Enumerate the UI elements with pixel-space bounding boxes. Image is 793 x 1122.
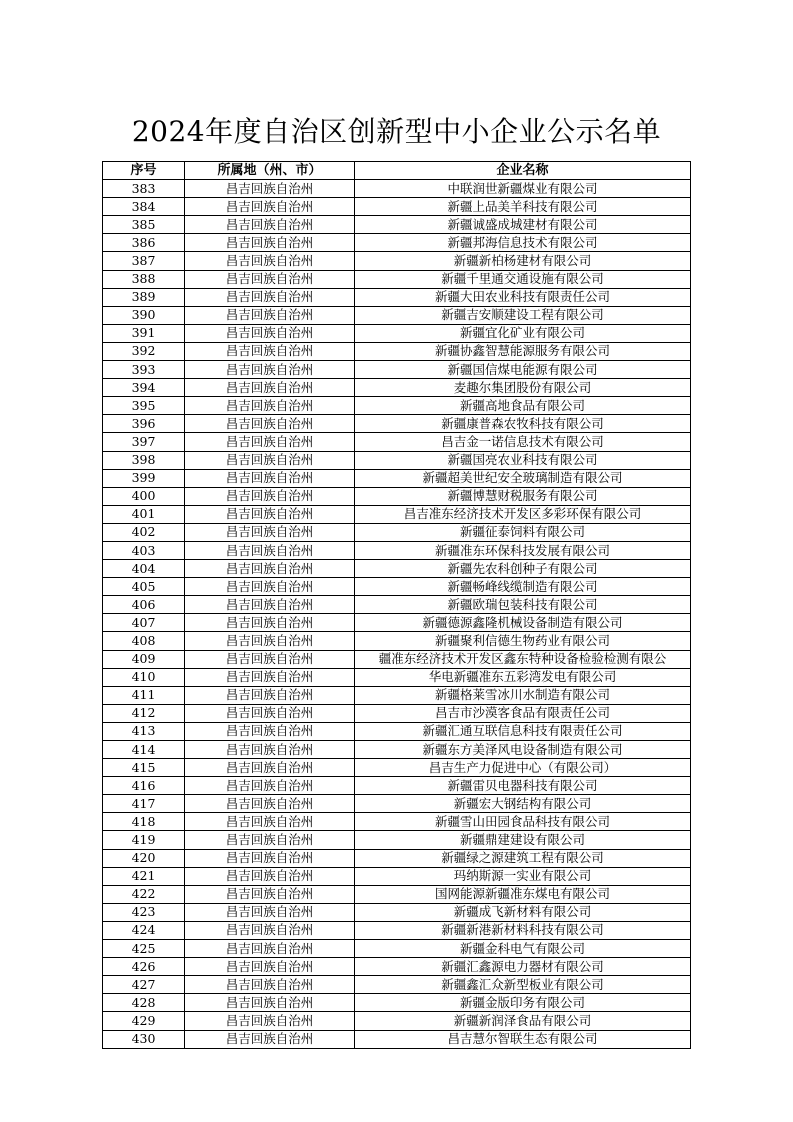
cell-company-name: 新疆宏大钢结构有限公司 <box>355 795 691 813</box>
page-title: 2024年度自治区创新型中小企业公示名单 <box>131 115 662 148</box>
cell-company-name: 新疆诚盛成城建材有限公司 <box>355 216 691 234</box>
cell-company-name: 新疆宜化矿业有限公司 <box>355 324 691 342</box>
cell-region: 昌吉回族自治州 <box>185 650 355 668</box>
cell-region: 昌吉回族自治州 <box>185 958 355 976</box>
cell-company-name: 新疆国亮农业科技有限公司 <box>355 451 691 469</box>
cell-serial-number: 420 <box>103 849 185 867</box>
table-row <box>103 813 691 831</box>
cell-region: 昌吉回族自治州 <box>185 379 355 397</box>
cell-serial-number: 386 <box>103 234 185 252</box>
cell-serial-number: 398 <box>103 451 185 469</box>
cell-region: 昌吉回族自治州 <box>185 198 355 216</box>
cell-serial-number: 416 <box>103 777 185 795</box>
cell-company-name: 昌吉市沙漠客食品有限责任公司 <box>355 704 691 722</box>
cell-region: 昌吉回族自治州 <box>185 324 355 342</box>
cell-region: 昌吉回族自治州 <box>185 885 355 903</box>
table-row <box>103 632 691 650</box>
cell-company-name: 国网能源新疆准东煤电有限公司 <box>355 885 691 903</box>
table-row <box>103 903 691 921</box>
cell-serial-number: 385 <box>103 216 185 234</box>
cell-company-name: 昌吉准东经济技术开发区多彩环保有限公司 <box>355 505 691 523</box>
header-serial-number: 序号 <box>103 162 185 180</box>
table-row <box>103 270 691 288</box>
cell-serial-number: 412 <box>103 704 185 722</box>
cell-serial-number: 391 <box>103 324 185 342</box>
cell-company-name: 中联润世新疆煤业有限公司 <box>355 180 691 198</box>
cell-region: 昌吉回族自治州 <box>185 288 355 306</box>
table-row <box>103 849 691 867</box>
table-row <box>103 940 691 958</box>
cell-region: 昌吉回族自治州 <box>185 560 355 578</box>
cell-company-name: 新疆协鑫智慧能源服务有限公司 <box>355 342 691 360</box>
table-row <box>103 795 691 813</box>
cell-region: 昌吉回族自治州 <box>185 180 355 198</box>
table-row <box>103 560 691 578</box>
cell-serial-number: 406 <box>103 596 185 614</box>
cell-region: 昌吉回族自治州 <box>185 632 355 650</box>
cell-serial-number: 408 <box>103 632 185 650</box>
cell-company-name: 新疆德源鑫隆机械设备制造有限公司 <box>355 614 691 632</box>
cell-serial-number: 394 <box>103 379 185 397</box>
cell-region: 昌吉回族自治州 <box>185 596 355 614</box>
cell-region: 昌吉回族自治州 <box>185 487 355 505</box>
cell-serial-number: 393 <box>103 361 185 379</box>
table-row <box>103 216 691 234</box>
cell-serial-number: 383 <box>103 180 185 198</box>
cell-region: 昌吉回族自治州 <box>185 451 355 469</box>
cell-region: 昌吉回族自治州 <box>185 523 355 541</box>
cell-company-name: 新疆征泰饲料有限公司 <box>355 523 691 541</box>
cell-serial-number: 428 <box>103 994 185 1012</box>
table-row <box>103 198 691 216</box>
cell-serial-number: 395 <box>103 397 185 415</box>
cell-serial-number: 390 <box>103 306 185 324</box>
cell-serial-number: 389 <box>103 288 185 306</box>
cell-serial-number: 409 <box>103 650 185 668</box>
table-row <box>103 397 691 415</box>
table-row <box>103 288 691 306</box>
cell-company-name: 玛纳斯源一实业有限公司 <box>355 867 691 885</box>
cell-serial-number: 418 <box>103 813 185 831</box>
cell-region: 昌吉回族自治州 <box>185 614 355 632</box>
cell-company-name: 麦趣尔集团股份有限公司 <box>355 379 691 397</box>
cell-region: 昌吉回族自治州 <box>185 777 355 795</box>
cell-region: 昌吉回族自治州 <box>185 397 355 415</box>
table-row <box>103 1012 691 1030</box>
table-row <box>103 976 691 994</box>
cell-serial-number: 413 <box>103 722 185 740</box>
cell-company-name: 昌吉生产力促进中心（有限公司） <box>355 759 691 777</box>
cell-serial-number: 425 <box>103 940 185 958</box>
cell-region: 昌吉回族自治州 <box>185 741 355 759</box>
cell-serial-number: 403 <box>103 541 185 559</box>
table-row <box>103 180 691 198</box>
cell-company-name: 新疆鼎建建设有限公司 <box>355 831 691 849</box>
cell-company-name: 新疆汇通互联信息科技有限责任公司 <box>355 722 691 740</box>
cell-region: 昌吉回族自治州 <box>185 252 355 270</box>
cell-region: 昌吉回族自治州 <box>185 505 355 523</box>
header-region: 所属地（州、市） <box>185 162 355 180</box>
cell-company-name: 新疆畅峰线缆制造有限公司 <box>355 578 691 596</box>
table-row <box>103 686 691 704</box>
cell-region: 昌吉回族自治州 <box>185 668 355 686</box>
table-row <box>103 415 691 433</box>
table-row <box>103 1030 691 1048</box>
cell-company-name: 新疆准东环保科技发展有限公司 <box>355 541 691 559</box>
cell-serial-number: 421 <box>103 867 185 885</box>
cell-serial-number: 401 <box>103 505 185 523</box>
table-row <box>103 234 691 252</box>
cell-serial-number: 417 <box>103 795 185 813</box>
table-row <box>103 361 691 379</box>
table-row <box>103 523 691 541</box>
cell-company-name: 新疆先农科创种子有限公司 <box>355 560 691 578</box>
table-row <box>103 921 691 939</box>
cell-serial-number: 399 <box>103 469 185 487</box>
cell-serial-number: 422 <box>103 885 185 903</box>
cell-region: 昌吉回族自治州 <box>185 795 355 813</box>
cell-company-name: 新疆欧瑞包装科技有限公司 <box>355 596 691 614</box>
cell-region: 昌吉回族自治州 <box>185 903 355 921</box>
cell-company-name: 新疆雪山田园食品科技有限公司 <box>355 813 691 831</box>
table-header-row <box>103 162 691 180</box>
table-row <box>103 958 691 976</box>
cell-serial-number: 414 <box>103 741 185 759</box>
cell-region: 昌吉回族自治州 <box>185 849 355 867</box>
cell-company-name: 新疆东方美泽风电设备制造有限公司 <box>355 741 691 759</box>
cell-region: 昌吉回族自治州 <box>185 216 355 234</box>
table-row <box>103 379 691 397</box>
cell-region: 昌吉回族自治州 <box>185 759 355 777</box>
cell-region: 昌吉回族自治州 <box>185 541 355 559</box>
table-row <box>103 777 691 795</box>
cell-company-name: 新疆康普森农牧科技有限公司 <box>355 415 691 433</box>
cell-serial-number: 411 <box>103 686 185 704</box>
cell-serial-number: 397 <box>103 433 185 451</box>
table-row <box>103 469 691 487</box>
table-row <box>103 306 691 324</box>
cell-serial-number: 424 <box>103 921 185 939</box>
table-row <box>103 505 691 523</box>
table-row <box>103 324 691 342</box>
cell-company-name: 新疆新润泽食品有限公司 <box>355 1012 691 1030</box>
cell-company-name: 昌吉金一诺信息技术有限公司 <box>355 433 691 451</box>
cell-region: 昌吉回族自治州 <box>185 921 355 939</box>
table-row <box>103 885 691 903</box>
cell-serial-number: 407 <box>103 614 185 632</box>
cell-company-name: 新疆格莱雪冰川水制造有限公司 <box>355 686 691 704</box>
cell-region: 昌吉回族自治州 <box>185 234 355 252</box>
cell-serial-number: 426 <box>103 958 185 976</box>
table-row <box>103 614 691 632</box>
table-row <box>103 487 691 505</box>
cell-region: 昌吉回族自治州 <box>185 1030 355 1048</box>
table-row <box>103 994 691 1012</box>
cell-company-name: 华电新疆准东五彩湾发电有限公司 <box>355 668 691 686</box>
table-row <box>103 867 691 885</box>
cell-company-name: 新疆绿之源建筑工程有限公司 <box>355 849 691 867</box>
table-row <box>103 596 691 614</box>
table-row <box>103 252 691 270</box>
cell-region: 昌吉回族自治州 <box>185 1012 355 1030</box>
cell-region: 昌吉回族自治州 <box>185 270 355 288</box>
cell-region: 昌吉回族自治州 <box>185 831 355 849</box>
table-row <box>103 759 691 777</box>
cell-region: 昌吉回族自治州 <box>185 686 355 704</box>
cell-company-name: 新疆大田农业科技有限责任公司 <box>355 288 691 306</box>
cell-region: 昌吉回族自治州 <box>185 415 355 433</box>
cell-company-name: 新疆雷贝电器科技有限公司 <box>355 777 691 795</box>
cell-company-name: 昌吉慧尔智联生态有限公司 <box>355 1030 691 1048</box>
cell-serial-number: 427 <box>103 976 185 994</box>
cell-company-name: 新疆超美世纪安全玻璃制造有限公司 <box>355 469 691 487</box>
cell-region: 昌吉回族自治州 <box>185 361 355 379</box>
cell-company-name: 新疆金科电气有限公司 <box>355 940 691 958</box>
table-row <box>103 578 691 596</box>
table-row <box>103 433 691 451</box>
table-row <box>103 704 691 722</box>
cell-serial-number: 392 <box>103 342 185 360</box>
cell-serial-number: 415 <box>103 759 185 777</box>
cell-company-name: 新疆成飞新材料有限公司 <box>355 903 691 921</box>
cell-serial-number: 405 <box>103 578 185 596</box>
cell-serial-number: 419 <box>103 831 185 849</box>
table-row <box>103 722 691 740</box>
cell-region: 昌吉回族自治州 <box>185 867 355 885</box>
header-company-name: 企业名称 <box>355 162 691 180</box>
table-row <box>103 342 691 360</box>
cell-region: 昌吉回族自治州 <box>185 306 355 324</box>
table-row <box>103 650 691 668</box>
cell-company-name: 疆准东经济技术开发区鑫东特种设备检验检测有限公 <box>355 650 691 668</box>
cell-region: 昌吉回族自治州 <box>185 994 355 1012</box>
cell-company-name: 新疆新柏杨建材有限公司 <box>355 252 691 270</box>
cell-serial-number: 410 <box>103 668 185 686</box>
cell-company-name: 新疆新港新材料科技有限公司 <box>355 921 691 939</box>
cell-serial-number: 430 <box>103 1030 185 1048</box>
cell-serial-number: 402 <box>103 523 185 541</box>
cell-region: 昌吉回族自治州 <box>185 722 355 740</box>
cell-serial-number: 387 <box>103 252 185 270</box>
cell-region: 昌吉回族自治州 <box>185 342 355 360</box>
cell-serial-number: 404 <box>103 560 185 578</box>
cell-serial-number: 396 <box>103 415 185 433</box>
cell-region: 昌吉回族自治州 <box>185 433 355 451</box>
cell-region: 昌吉回族自治州 <box>185 469 355 487</box>
table-row <box>103 451 691 469</box>
cell-company-name: 新疆上品美羊科技有限公司 <box>355 198 691 216</box>
cell-company-name: 新疆鑫汇众新型板业有限公司 <box>355 976 691 994</box>
cell-serial-number: 423 <box>103 903 185 921</box>
cell-company-name: 新疆高地食品有限公司 <box>355 397 691 415</box>
table-row <box>103 541 691 559</box>
cell-company-name: 新疆吉安顺建设工程有限公司 <box>355 306 691 324</box>
cell-company-name: 新疆邦海信息技术有限公司 <box>355 234 691 252</box>
cell-serial-number: 384 <box>103 198 185 216</box>
cell-company-name: 新疆金版印务有限公司 <box>355 994 691 1012</box>
cell-serial-number: 429 <box>103 1012 185 1030</box>
table-row <box>103 741 691 759</box>
cell-region: 昌吉回族自治州 <box>185 813 355 831</box>
cell-region: 昌吉回族自治州 <box>185 976 355 994</box>
cell-company-name: 新疆国信煤电能源有限公司 <box>355 361 691 379</box>
table-row <box>103 831 691 849</box>
company-list-table <box>102 161 690 1049</box>
cell-company-name: 新疆汇鑫源电力器材有限公司 <box>355 958 691 976</box>
cell-region: 昌吉回族自治州 <box>185 704 355 722</box>
cell-serial-number: 400 <box>103 487 185 505</box>
cell-company-name: 新疆聚利信德生物药业有限公司 <box>355 632 691 650</box>
cell-serial-number: 388 <box>103 270 185 288</box>
cell-region: 昌吉回族自治州 <box>185 940 355 958</box>
cell-region: 昌吉回族自治州 <box>185 578 355 596</box>
cell-company-name: 新疆博慧财税服务有限公司 <box>355 487 691 505</box>
table-row <box>103 668 691 686</box>
cell-company-name: 新疆千里通交通设施有限公司 <box>355 270 691 288</box>
